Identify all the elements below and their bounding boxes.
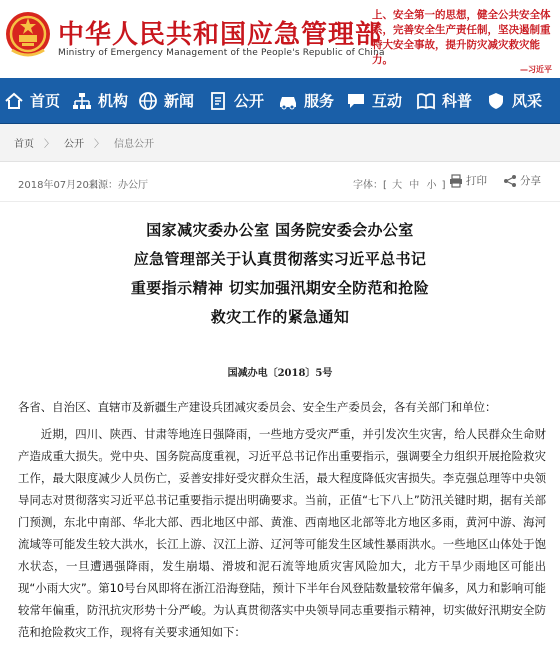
breadcrumb-public[interactable]: 公开 [64, 139, 84, 150]
title-line: 应急管理部关于认真贯彻落实习近平总书记 [133, 250, 427, 268]
document-number: 国减办电〔2018〕5号 [227, 368, 333, 379]
nav-item-service[interactable] [274, 78, 342, 124]
nav-item-org[interactable] [68, 78, 134, 124]
nav-item-home[interactable] [0, 78, 68, 124]
site-subtitle: Ministry of Emergency Management of the People's Republic of China [58, 48, 385, 58]
breadcrumb [0, 124, 560, 162]
main-nav [0, 78, 560, 124]
font-size-selector [353, 176, 446, 191]
nav-label: 新闻 [164, 92, 195, 110]
source-label: 来源：办公厅 [88, 180, 148, 191]
nav-item-science[interactable] [412, 78, 482, 124]
title-line: 国家减灾委办公室 国务院安委会办公室 [146, 221, 414, 239]
font-small-button[interactable]: 小 [426, 180, 437, 191]
share-label: 分享 [520, 175, 541, 187]
breadcrumb-current[interactable]: 信息公开 [114, 139, 154, 150]
nav-item-public[interactable] [204, 78, 274, 124]
font-medium-button[interactable]: 中 [409, 180, 420, 191]
national-emblem-icon[interactable] [4, 10, 52, 60]
print-label: 打印 [466, 175, 487, 187]
share-icon [503, 174, 517, 188]
globe-icon [138, 91, 158, 111]
nav-label: 科普 [442, 92, 473, 110]
document-title [0, 216, 560, 332]
share-button[interactable] [503, 173, 541, 188]
slogan-signature: —习近平 [520, 65, 552, 74]
printer-icon [449, 174, 463, 188]
breadcrumb-separator: 〉 [44, 139, 54, 150]
nav-item-interact[interactable] [342, 78, 412, 124]
org-chart-icon [72, 91, 92, 111]
car-icon [278, 91, 298, 111]
nav-label: 首页 [30, 92, 61, 110]
slogan-line: 特大安全事故，提升防灾减灾救灾能 [372, 39, 540, 51]
font-size-label: 字体：[ [353, 180, 387, 191]
title-line: 救灾工作的紧急通知 [210, 308, 350, 326]
title-line: 重要指示精神 切实加强汛期安全防范和抢险 [130, 279, 430, 297]
nav-label: 互动 [372, 92, 403, 110]
salutation: 各省、自治区、直辖市及新疆生产建设兵团减灾委员会、安全生产委员会，各有关部门和单位： [18, 400, 497, 414]
slogan-line: 力。 [372, 54, 393, 66]
font-large-button[interactable]: 大 [392, 180, 403, 191]
font-size-close: ] [441, 180, 446, 191]
shield-icon [486, 91, 506, 111]
nav-item-style[interactable] [482, 78, 560, 124]
print-button[interactable] [449, 173, 487, 188]
nav-label: 服务 [304, 92, 335, 110]
breadcrumb-home[interactable]: 首页 [14, 139, 34, 150]
chat-icon [346, 91, 366, 111]
site-header [0, 0, 560, 78]
document-icon [208, 91, 228, 111]
home-icon [4, 91, 24, 111]
article-info-bar [0, 162, 560, 202]
site-title[interactable]: 中华人民共和国应急管理部 [58, 20, 383, 50]
article-body [18, 396, 546, 643]
breadcrumb-separator: 〉 [94, 139, 104, 150]
nav-label: 公开 [234, 92, 265, 110]
book-icon [416, 91, 436, 111]
nav-item-news[interactable] [134, 78, 204, 124]
slogan-line: 系，完善安全生产责任制，坚决遏制重 [372, 24, 551, 36]
body-paragraph: 近期，四川、陕西、甘肃等地连日强降雨，一些地方受灾严重，并引发次生灾害，给人民群众生命财产造成重大损失。党中央、国务院高度重视，习近平总书记作出重要指示，强调要全力组织开展抢险救灾工作，最大限度减少人员伤亡，妥善安排好受灾群众生活，最大程度降低灾害损失。李克强总理等中央领导同志对贯彻落实习近平总书记重要指示提出明确要求。当前，正值“七下八上”防汛关键时期，据有关部门预测，东北中南部、华北大部、西北地区中部、黄淮、西南地区北部等北方地区多雨，黄河中游、海河流域等可能发生较大洪水，长江上游、汉江上游、辽河等可能发生区域性暴雨洪水。一些地区山体处于饱水状态，一旦遭遇强降雨，发生崩塌、滑坡和泥石流等地质灾害风险加大，北方干旱少雨地区可能出现“小雨大灾”。第10号台风即将在浙江沿海登陆，预计下半年台风登陆数量较常年偏多，风力和影响可能较常年偏重，防汛抗灾形势十分严峻。为认真贯彻落实中央领导同志重要指示精神，切实做好汛期安全防范和抢险救灾工作，现将有关要求通知如下： [18, 427, 546, 639]
nav-label: 机构 [98, 92, 129, 110]
nav-label: 风采 [512, 92, 543, 110]
slogan-line: 上、安全第一的思想，健全公共安全体 [372, 9, 551, 21]
publish-date: 2018年07月20日 [18, 180, 99, 191]
slogan-banner [372, 8, 558, 68]
